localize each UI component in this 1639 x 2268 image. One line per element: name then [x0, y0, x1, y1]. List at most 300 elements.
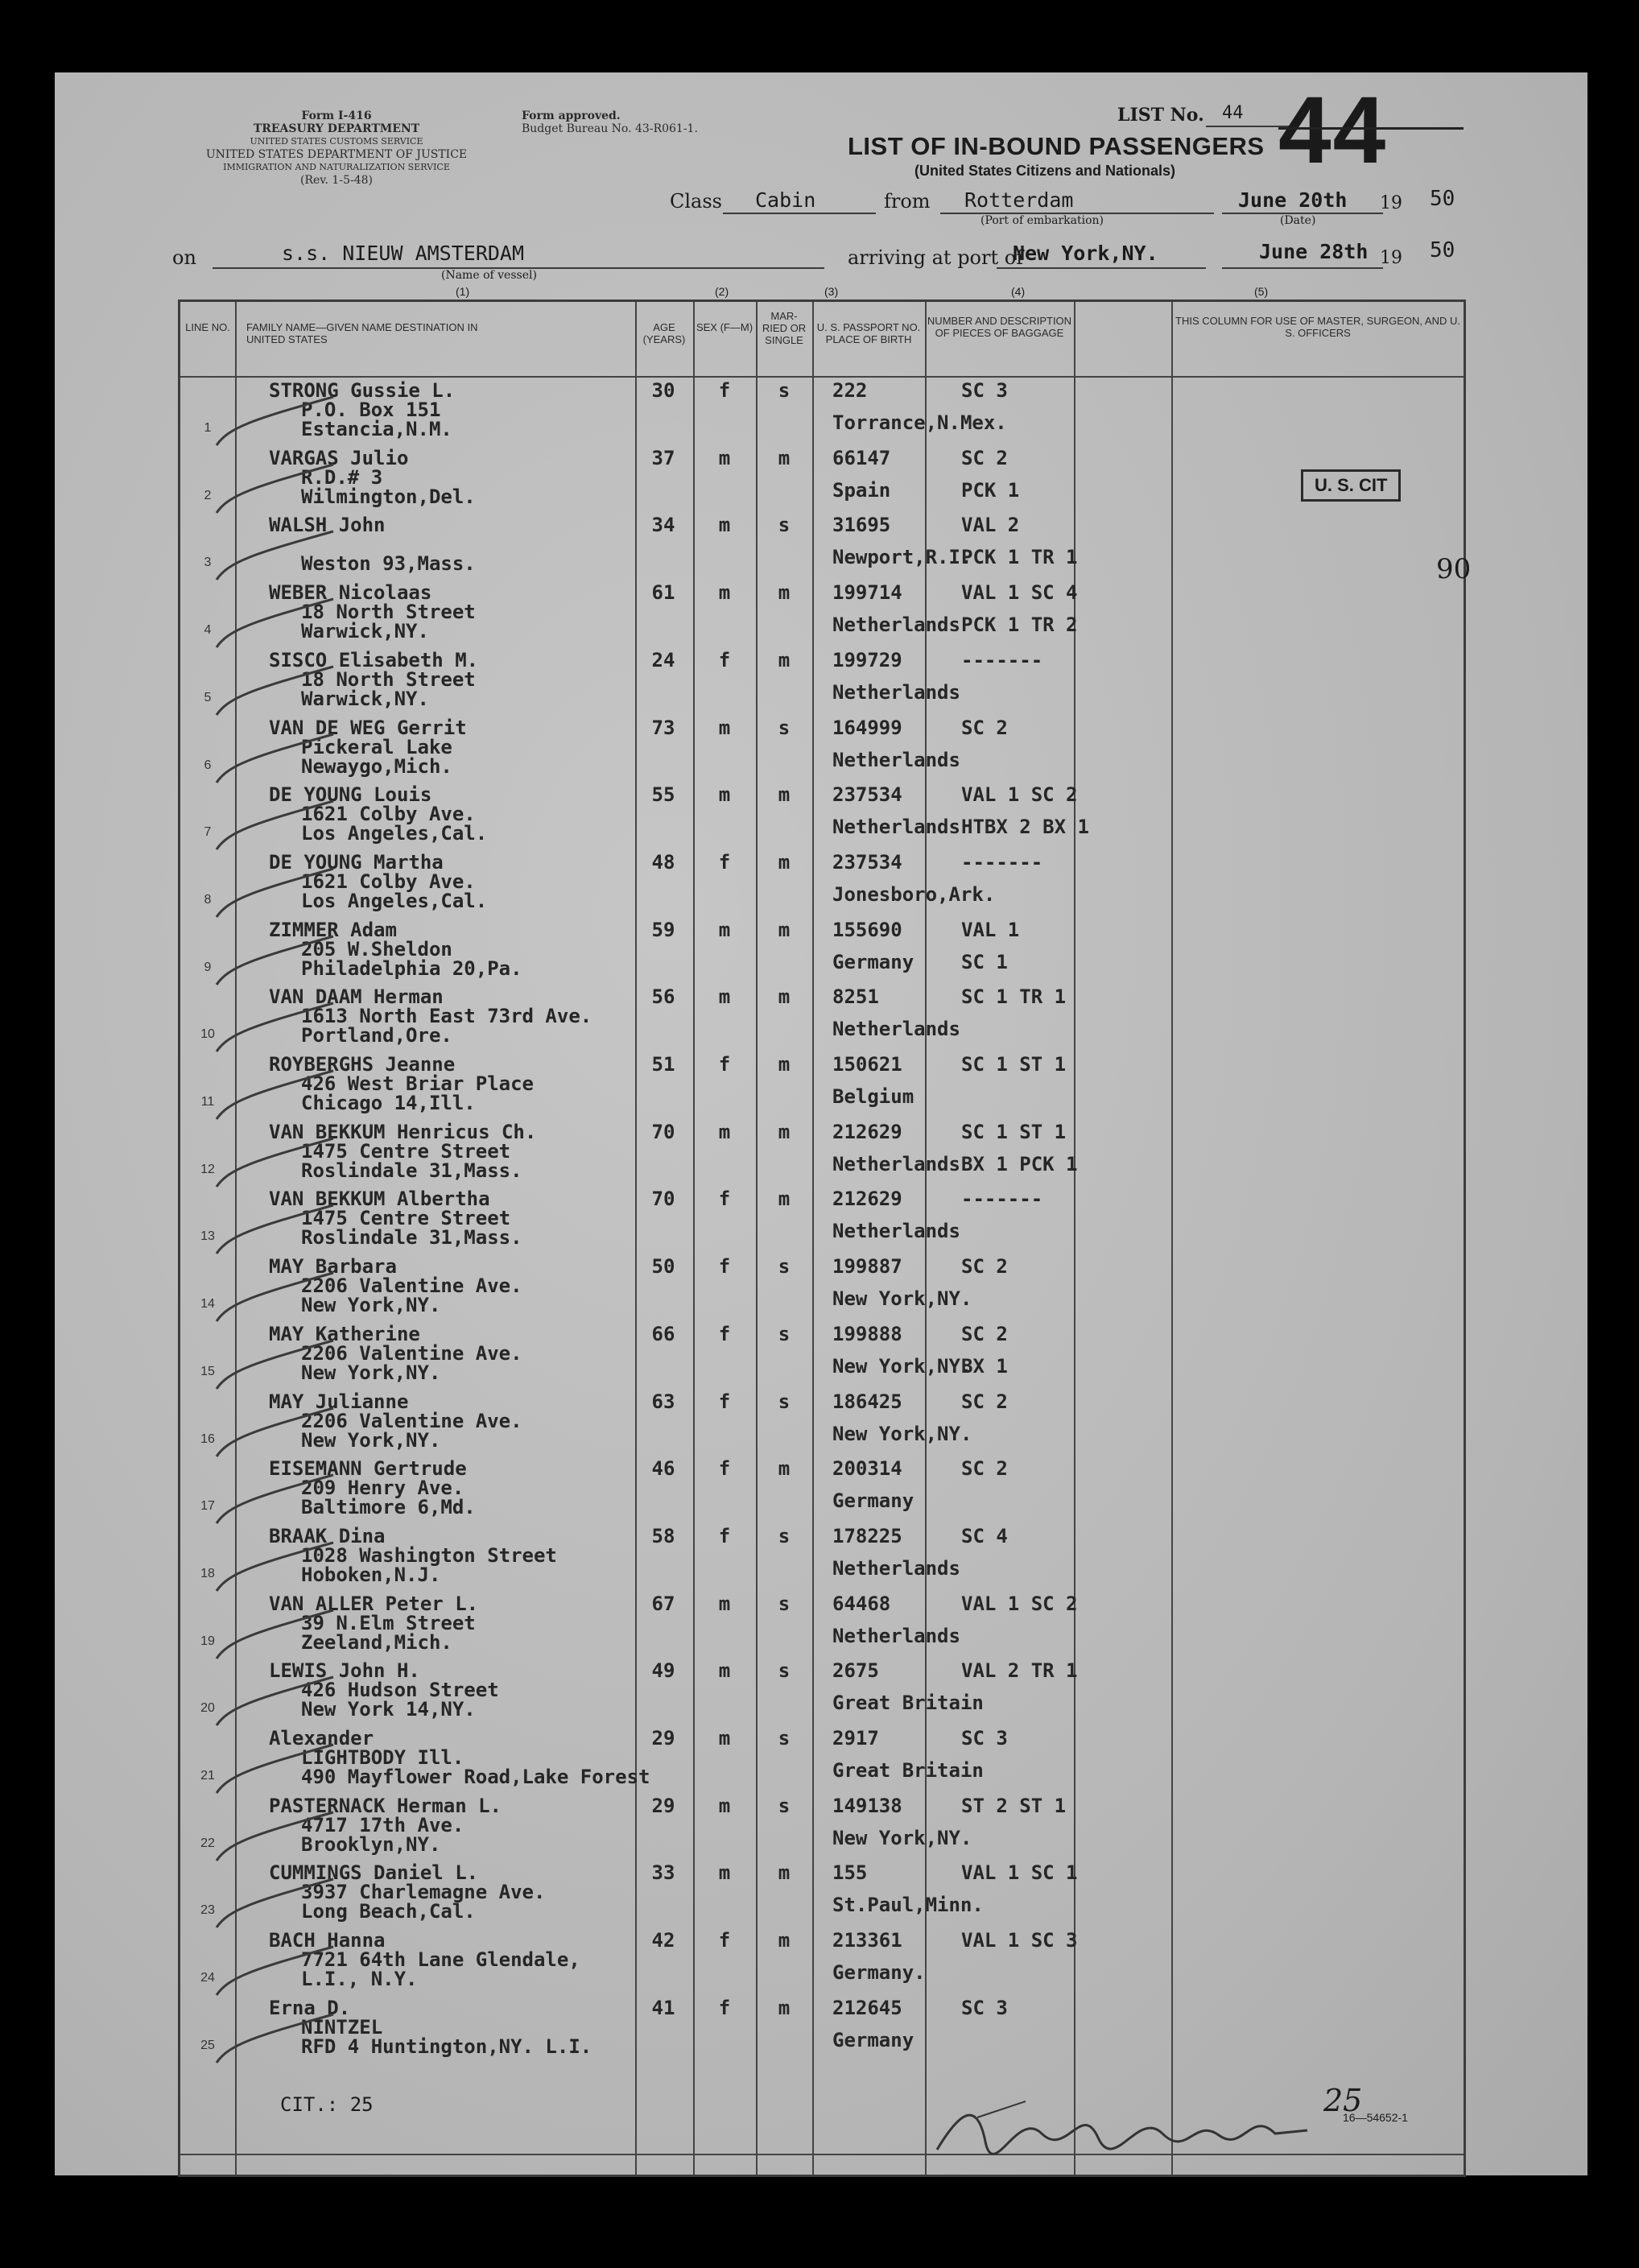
check-mark — [213, 1407, 349, 1463]
passport-number: 237534 — [832, 783, 902, 807]
line-number: 9 — [204, 960, 212, 974]
baggage-line1: ST 2 ST 1 — [961, 1794, 1067, 1817]
baggage-line1: SC 2 — [961, 1255, 1008, 1279]
embark-caption: (Port of embarkation) — [981, 214, 1104, 227]
col-divider — [812, 302, 814, 2175]
sex: f — [718, 1524, 731, 1547]
destination: Hoboken,N.J. — [301, 1563, 441, 1586]
passport-number: 222 — [832, 379, 868, 402]
baggage-line1: SC 1 ST 1 — [961, 1053, 1067, 1076]
passenger-table — [178, 300, 1472, 2177]
line-number: 20 — [200, 1701, 215, 1716]
place-of-birth: Netherlands — [832, 1220, 960, 1243]
vessel-caption: (Name of vessel) — [441, 269, 537, 282]
passenger-name: DE YOUNG Martha — [269, 850, 444, 874]
baggage-line1: SC 2 — [961, 446, 1008, 469]
passenger-name: BACH Hanna — [269, 1929, 386, 1952]
passenger-name: WEBER Nicolaas — [269, 581, 432, 605]
passport-number: 150621 — [832, 1053, 902, 1076]
form-number: Form I-416 — [301, 109, 372, 122]
marital-status: s — [778, 514, 791, 537]
destination: Brooklyn,NY. — [301, 1832, 441, 1856]
check-mark — [213, 867, 349, 923]
sex: f — [718, 1929, 731, 1952]
place-of-birth: New York,NY. — [832, 1422, 972, 1445]
list-no-label: LIST No. — [1117, 105, 1204, 126]
signature-annotation: 25 — [1323, 2083, 1363, 2118]
destination: Weston 93,Mass. — [301, 552, 476, 576]
col-num-3: (3) — [824, 285, 839, 298]
baggage-line2: PCK 1 — [961, 478, 1020, 502]
baggage-line1: VAL 2 — [961, 514, 1020, 537]
age: 61 — [651, 581, 675, 605]
passenger-name: MAY Barbara — [269, 1255, 397, 1279]
marital-status: m — [778, 985, 791, 1009]
check-mark — [213, 1002, 349, 1058]
destination: 490 Mayflower Road,Lake Forest — [301, 1766, 650, 1788]
address-line: 205 W.Sheldon — [301, 937, 452, 960]
age: 34 — [651, 514, 675, 537]
check-mark — [213, 1811, 349, 1867]
address-line: 426 West Briar Place — [301, 1072, 534, 1095]
age: 49 — [651, 1659, 675, 1683]
check-mark — [213, 1137, 349, 1193]
line-number: 25 — [200, 2038, 215, 2052]
age: 63 — [651, 1390, 675, 1413]
arrival-year: 50 — [1430, 238, 1455, 262]
address-line: 2206 Valentine Ave. — [301, 1409, 522, 1432]
place-of-birth: Netherlands — [832, 680, 960, 704]
baggage-line2: HTBX 2 BX 1 — [961, 816, 1089, 839]
place-of-birth: Netherlands — [832, 1556, 960, 1580]
sex: m — [718, 1592, 731, 1615]
baggage-line1: SC 2 — [961, 1457, 1008, 1481]
address-line: 39 N.Elm Street — [301, 1611, 476, 1634]
destination: Philadelphia 20,Pa. — [301, 956, 522, 980]
address-line: 4717 17th Ave. — [301, 1813, 464, 1836]
baggage-line1: VAL 1 SC 1 — [961, 1861, 1078, 1885]
passport-number: 31695 — [832, 514, 891, 537]
passport-number: 155 — [832, 1861, 868, 1885]
us-citizen-stamp: U. S. CIT — [1301, 469, 1401, 502]
passport-number: 212629 — [832, 1120, 902, 1143]
passenger-name: Alexander — [269, 1727, 374, 1750]
destination: Baltimore 6,Md. — [301, 1496, 476, 1519]
passenger-name: VAN DAAM Herman — [269, 985, 444, 1009]
place-of-birth: Netherlands — [832, 1152, 960, 1175]
destination: L.I., N.Y. — [301, 1968, 418, 1991]
baggage-line1: ------- — [961, 850, 1043, 874]
sex: m — [718, 1120, 731, 1143]
sex: m — [718, 1861, 731, 1885]
address-line: 2206 Valentine Ave. — [301, 1274, 522, 1298]
col-num-5: (5) — [1254, 285, 1269, 298]
marital-status: s — [778, 1322, 791, 1345]
baggage-line1: SC 3 — [961, 1996, 1008, 2019]
baggage-line2: BX 1 — [961, 1354, 1008, 1378]
marital-status: m — [778, 783, 791, 807]
marital-status: s — [778, 1524, 791, 1547]
address-line: Pickeral Lake — [301, 735, 452, 758]
vessel-name: s.s. NIEUW AMSTERDAM — [282, 242, 525, 265]
marital-status: s — [778, 379, 791, 402]
age: 70 — [651, 1120, 675, 1143]
address-line: 18 North Street — [301, 601, 476, 624]
destination: Los Angeles,Cal. — [301, 822, 488, 845]
embark-date: June 20th — [1238, 188, 1348, 212]
check-mark — [213, 733, 349, 789]
destination: Newaygo,Mich. — [301, 754, 452, 778]
marital-status: s — [778, 1255, 791, 1279]
place-of-birth: Netherlands — [832, 816, 960, 839]
marital-status: m — [778, 1053, 791, 1076]
strike-line — [1278, 127, 1464, 130]
address-line: 3937 Charlemagne Ave. — [301, 1881, 546, 1904]
date-caption: (Date) — [1280, 214, 1316, 227]
destination: New York,NY. — [301, 1294, 441, 1317]
marital-status: m — [778, 581, 791, 605]
passenger-name: SISCO Elisabeth M. — [269, 648, 479, 671]
place-of-birth: Newport,R.I. — [832, 546, 972, 569]
destination: New York,NY. — [301, 1428, 441, 1452]
sex: m — [718, 1794, 731, 1817]
age: 51 — [651, 1053, 675, 1076]
check-mark — [213, 597, 349, 654]
destination: Estancia,N.M. — [301, 418, 452, 440]
check-mark — [213, 1945, 349, 2002]
marital-status: m — [778, 918, 791, 941]
passport-number: 64468 — [832, 1592, 891, 1615]
destination: Roslindale 31,Mass. — [301, 1226, 522, 1250]
sex: f — [718, 1188, 731, 1211]
baggage-line2: BX 1 PCK 1 — [961, 1152, 1078, 1175]
place-of-birth: Belgium — [832, 1085, 914, 1108]
passport-number: 149138 — [832, 1794, 902, 1817]
place-of-birth: Great Britain — [832, 1759, 984, 1782]
destination: New York 14,NY. — [301, 1698, 476, 1721]
check-mark — [213, 1069, 349, 1126]
destination: Roslindale 31,Mass. — [301, 1159, 522, 1182]
line-number: 2 — [204, 488, 212, 502]
passport-number: 199887 — [832, 1255, 902, 1279]
from-label: from — [884, 190, 931, 213]
check-mark — [213, 1541, 349, 1597]
col-divider — [1171, 302, 1173, 2175]
check-mark — [213, 1609, 349, 1665]
passport-number: 199729 — [832, 648, 902, 671]
address-line: R.D.# 3 — [301, 465, 383, 489]
col-header-line-no: LINE NO. — [185, 321, 230, 333]
passport-number: 199888 — [832, 1322, 902, 1345]
place-of-birth: Netherlands — [832, 1018, 960, 1041]
line-number: 4 — [204, 623, 212, 638]
sex: m — [718, 1727, 731, 1750]
address-line: LIGHTBODY Ill. — [301, 1746, 464, 1769]
col-header-sex: SEX (F—M) — [696, 321, 753, 333]
place-of-birth: Spain — [832, 478, 891, 502]
baggage-line1: SC 2 — [961, 716, 1008, 739]
officer-signature — [929, 2077, 1380, 2174]
marital-status: m — [778, 446, 791, 469]
age: 30 — [651, 379, 675, 402]
passenger-name: PASTERNACK Herman L. — [269, 1794, 502, 1817]
passenger-name: EISEMANN Gertrude — [269, 1457, 467, 1481]
check-mark — [213, 1473, 349, 1530]
age: 50 — [651, 1255, 675, 1279]
baggage-line1: SC 3 — [961, 1727, 1008, 1750]
passenger-name: ZIMMER Adam — [269, 918, 397, 941]
place-of-birth: Germany — [832, 950, 914, 973]
baggage-line1: VAL 1 — [961, 918, 1020, 941]
passport-number: 213361 — [832, 1929, 902, 1952]
sex: f — [718, 1053, 731, 1076]
baggage-line1: SC 1 TR 1 — [961, 985, 1067, 1009]
sex: m — [718, 918, 731, 941]
check-mark — [213, 530, 349, 586]
marital-status: s — [778, 1390, 791, 1413]
document-subtitle: (United States Citizens and Nationals) — [914, 163, 1176, 179]
arr-date-line — [1222, 267, 1383, 269]
destination: RFD 4 Huntington,NY. L.I. — [301, 2035, 592, 2058]
age: 33 — [651, 1861, 675, 1885]
marital-status: m — [778, 1188, 791, 1211]
passenger-name: CUMMINGS Daniel L. — [269, 1861, 479, 1885]
check-mark — [213, 1339, 349, 1395]
address-line: 426 Hudson Street — [301, 1679, 499, 1702]
address-line: 18 North Street — [301, 667, 476, 691]
check-mark — [213, 935, 349, 991]
address-line: 1621 Colby Ave. — [301, 870, 476, 893]
age: 66 — [651, 1322, 675, 1345]
marital-status: s — [778, 1727, 791, 1750]
passenger-name: LEWIS John H. — [269, 1659, 420, 1683]
age: 37 — [651, 446, 675, 469]
age: 42 — [651, 1929, 675, 1952]
baggage-line1: ------- — [961, 648, 1043, 671]
check-mark — [213, 1675, 349, 1732]
place-of-birth: New York,NY. — [832, 1826, 972, 1849]
sex: f — [718, 1996, 731, 2019]
destination: New York,NY. — [301, 1361, 441, 1384]
line-number: 7 — [204, 825, 212, 840]
place-of-birth: Netherlands — [832, 1624, 960, 1647]
check-mark — [213, 1878, 349, 1934]
marital-status: s — [778, 1592, 791, 1615]
marital-status: m — [778, 1996, 791, 2019]
class-line — [723, 213, 876, 214]
justice-dept: UNITED STATES DEPARTMENT OF JUSTICE — [205, 148, 468, 161]
line-number: 24 — [200, 1971, 215, 1985]
list-no-typed: 44 — [1222, 103, 1244, 123]
passenger-name: VAN DE WEG Gerrit — [269, 716, 467, 739]
sex: m — [718, 446, 731, 469]
marital-status: s — [778, 1659, 791, 1683]
baggage-line1: ------- — [961, 1188, 1043, 1211]
treasury-dept: TREASURY DEPARTMENT — [253, 122, 420, 135]
baggage-line1: SC 1 ST 1 — [961, 1120, 1067, 1143]
destination: Wilmington,Del. — [301, 485, 476, 508]
passport-number: 8251 — [832, 985, 879, 1009]
passenger-name: VARGAS Julio — [269, 446, 409, 469]
on-label: on — [172, 246, 196, 269]
document-page — [55, 72, 1587, 2175]
sex: m — [718, 581, 731, 605]
passenger-name: ROYBERGHS Jeanne — [269, 1053, 456, 1076]
passport-number: 199714 — [832, 581, 902, 605]
destination: Warwick,NY. — [301, 687, 429, 710]
passenger-name: Erna D. — [269, 1996, 351, 2019]
destination: Long Beach,Cal. — [301, 1900, 476, 1923]
place-of-birth: St.Paul,Minn. — [832, 1894, 984, 1917]
citizen-count: CIT.: 25 — [280, 2093, 374, 2116]
sex: m — [718, 716, 731, 739]
ins-service: IMMIGRATION AND NATURALIZATION SERVICE — [223, 162, 450, 172]
check-mark — [213, 799, 349, 856]
baggage-line1: VAL 2 TR 1 — [961, 1659, 1078, 1683]
check-mark — [213, 463, 349, 519]
line-number: 21 — [200, 1769, 215, 1783]
col-header-passport: U. S. PASSPORT NO. PLACE OF BIRTH — [816, 321, 921, 345]
budget-bureau: Budget Bureau No. 43-R061-1. — [522, 122, 698, 135]
line-number: 3 — [204, 556, 212, 570]
age: 29 — [651, 1727, 675, 1750]
passport-number: 164999 — [832, 716, 902, 739]
address-line: 1475 Centre Street — [301, 1207, 511, 1230]
age: 59 — [651, 918, 675, 941]
passport-number: 66147 — [832, 446, 891, 469]
passenger-name: DE YOUNG Louis — [269, 783, 432, 807]
col-header-married: MAR- RIED OR SINGLE — [762, 310, 807, 346]
marital-status: m — [778, 1457, 791, 1481]
col-header-baggage: NUMBER AND DESCRIPTION OF PIECES OF BAGGAGE — [927, 315, 1072, 339]
baggage-line1: VAL 1 SC 4 — [961, 581, 1078, 605]
marital-status: m — [778, 1120, 791, 1143]
place-of-birth: Torrance,N.Mex. — [832, 411, 1007, 434]
age: 70 — [651, 1188, 675, 1211]
baggage-line1: SC 2 — [961, 1322, 1008, 1345]
baggage-line1: SC 3 — [961, 379, 1008, 402]
sex: f — [718, 1255, 731, 1279]
passenger-name: MAY Julianne — [269, 1390, 409, 1413]
col-header-name: FAMILY NAME—GIVEN NAME DESTINATION IN UNITED STATES — [246, 321, 478, 345]
customs-service: UNITED STATES CUSTOMS SERVICE — [250, 136, 423, 147]
baggage-line1: VAL 1 SC 2 — [961, 783, 1078, 807]
passport-number: 186425 — [832, 1390, 902, 1413]
check-mark — [213, 1743, 349, 1799]
sex: m — [718, 985, 731, 1009]
sex: m — [718, 1659, 731, 1683]
col-header-officers: THIS COLUMN FOR USE OF MASTER, SURGEON, AND U. S. OFFICERS — [1175, 315, 1460, 339]
line-number: 12 — [200, 1162, 215, 1176]
destination: Los Angeles,Cal. — [301, 889, 488, 912]
address-line: 7721 64th Lane Glendale, — [301, 1948, 580, 1972]
place-of-birth: Germany — [832, 2028, 914, 2051]
address-line: 1475 Centre Street — [301, 1139, 511, 1163]
address-line: 209 Henry Ave. — [301, 1477, 464, 1500]
marital-status: m — [778, 850, 791, 874]
passport-number: 237534 — [832, 850, 902, 874]
sex: f — [718, 648, 731, 671]
document-title: LIST OF IN-BOUND PASSENGERS — [848, 132, 1265, 160]
place-of-birth: New York,NY. — [832, 1287, 972, 1311]
passenger-name: WALSH John — [269, 514, 386, 537]
class-label: Class — [670, 190, 722, 213]
baggage-line1: VAL 1 SC 3 — [961, 1929, 1078, 1952]
age: 55 — [651, 783, 675, 807]
line-number: 19 — [200, 1634, 215, 1648]
place-of-birth: Great Britain — [832, 1692, 984, 1715]
check-mark — [213, 1204, 349, 1260]
sex: f — [718, 1457, 731, 1481]
address-line: 1621 Colby Ave. — [301, 803, 476, 826]
place-of-birth: New York,NY. — [832, 1354, 972, 1378]
age: 67 — [651, 1592, 675, 1615]
sex: m — [718, 514, 731, 537]
baggage-line2: PCK 1 TR 2 — [961, 613, 1078, 637]
passport-number: 2917 — [832, 1727, 879, 1750]
marital-status: s — [778, 1794, 791, 1817]
destination: Portland,Ore. — [301, 1024, 452, 1047]
place-of-birth: Germany. — [832, 1961, 926, 1985]
age: 24 — [651, 648, 675, 671]
col-num-2: (2) — [715, 285, 729, 298]
baggage-line1: SC 4 — [961, 1524, 1008, 1547]
baggage-line1: SC 2 — [961, 1390, 1008, 1413]
line-number: 18 — [200, 1566, 215, 1580]
check-mark — [213, 2013, 349, 2069]
sex: f — [718, 1390, 731, 1413]
form-approved: Form approved. — [522, 109, 621, 122]
marital-status: m — [778, 648, 791, 671]
age: 58 — [651, 1524, 675, 1547]
sex: f — [718, 850, 731, 874]
place-of-birth: Netherlands — [832, 613, 960, 637]
destination: Chicago 14,Ill. — [301, 1092, 476, 1114]
line-number: 16 — [200, 1431, 215, 1446]
place-of-birth: Jonesboro,Ark. — [832, 882, 996, 906]
col-num-4: (4) — [1011, 285, 1026, 298]
arr-year-prefix: 19 — [1380, 248, 1402, 268]
sex: m — [718, 783, 731, 807]
age: 29 — [651, 1794, 675, 1817]
line-number: 22 — [200, 1836, 215, 1850]
print-code: 16—54652-1 — [1343, 2111, 1408, 2124]
address-line: P.O. Box 151 — [301, 399, 441, 421]
line-number: 23 — [200, 1903, 215, 1918]
passport-number: 212629 — [832, 1188, 902, 1211]
margin-note: 90 — [1436, 553, 1472, 585]
passport-number: 200314 — [832, 1457, 902, 1481]
arriving-label: arriving at port of — [848, 246, 1024, 269]
line-number: 5 — [204, 690, 212, 704]
col-num-1: (1) — [456, 285, 470, 298]
sex: f — [718, 1322, 731, 1345]
port-line — [997, 267, 1206, 269]
place-of-birth: Netherlands — [832, 748, 960, 771]
line-number: 6 — [204, 758, 212, 772]
passenger-name: BRAAK Dina — [269, 1524, 386, 1547]
embark-year: 50 — [1430, 187, 1455, 211]
address-line: NINTZEL — [301, 2015, 383, 2039]
arrival-port: New York,NY. — [1013, 242, 1158, 265]
passport-number: 212645 — [832, 1996, 902, 2019]
baggage-line2: SC 1 — [961, 950, 1008, 973]
passport-number: 155690 — [832, 918, 902, 941]
class-value: Cabin — [755, 188, 816, 212]
passenger-name: VAN BEKKUM Henricus Ch. — [269, 1120, 537, 1143]
place-of-birth: Germany — [832, 1489, 914, 1513]
check-mark — [213, 665, 349, 721]
